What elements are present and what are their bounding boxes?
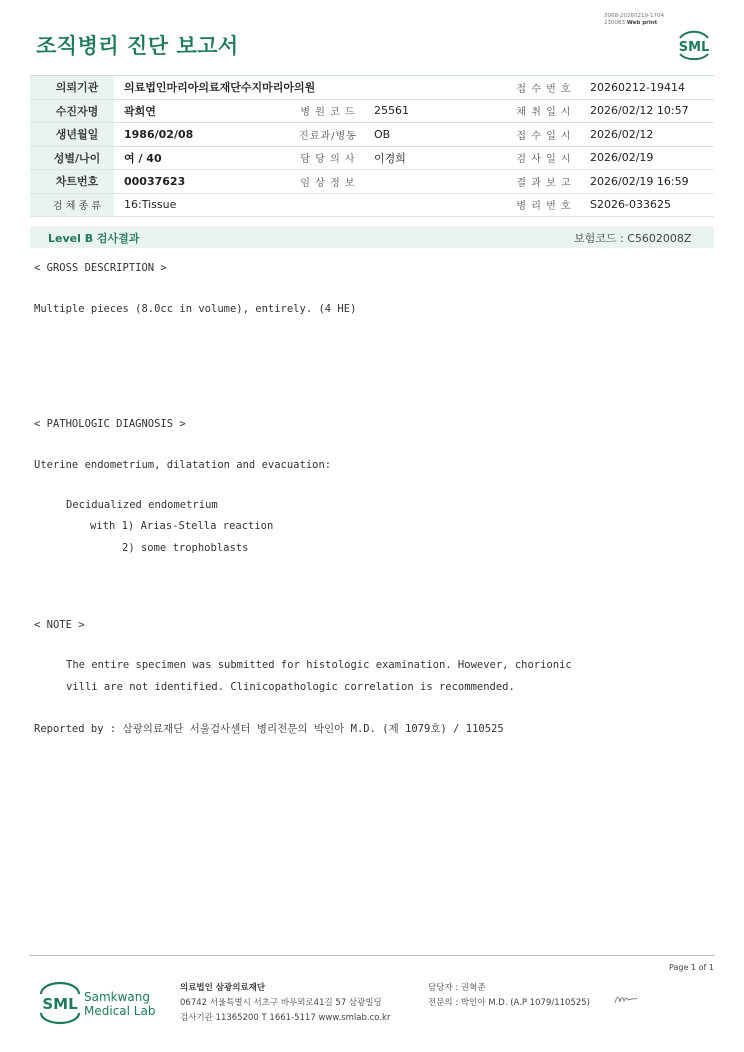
sml-logo-icon xyxy=(676,26,712,64)
value-chart-number: 00037623 xyxy=(114,170,282,194)
label-attending-doctor: 담 당 의 사 xyxy=(282,146,364,170)
value-receipt-number: 20260212-19414 xyxy=(580,76,714,100)
reported-by: Reported by : 삼광의료재단 서울검사센터 병리전문의 박인아 M.D. (제 1079호) / 110525 xyxy=(34,723,504,735)
document-id xyxy=(604,13,664,26)
doc-id-line2: 230083 Web print xyxy=(604,19,658,26)
footer-manager: 담당자 : 권혁준 xyxy=(428,983,486,993)
level-label: Level B 검사결과 xyxy=(48,232,140,245)
signature-icon xyxy=(614,993,638,1007)
value-receipt-date: 2026/02/12 xyxy=(580,123,714,147)
label-pathology-number: 병 리 번 호 xyxy=(498,193,580,217)
value-clinical-info xyxy=(364,170,498,194)
note-title: < NOTE > xyxy=(34,619,85,631)
value-collection-datetime: 2026/02/12 10:57 xyxy=(580,99,714,123)
label-specimen-type: 검 체 종 류 xyxy=(30,193,114,217)
value-exam-date: 2026/02/19 xyxy=(580,146,714,170)
info-row xyxy=(30,123,714,147)
footer-contact: 검사기관 11365200 T 1661-5117 www.smlab.co.kr xyxy=(180,1013,391,1023)
svg-text:Medical Lab: Medical Lab xyxy=(84,1004,156,1018)
info-row xyxy=(30,193,714,217)
page-number: Page 1 of 1 xyxy=(669,963,714,972)
label-receipt-date: 접 수 일 시 xyxy=(498,123,580,147)
label-requesting-institution: 의뢰기관 xyxy=(30,76,114,100)
value-attending-doctor: 이경희 xyxy=(364,146,498,170)
label-chart-number: 차트번호 xyxy=(30,170,114,194)
label-result-report: 결 과 보 고 xyxy=(498,170,580,194)
label-hospital-code: 병 원 코 드 xyxy=(282,99,364,123)
value-department: OB xyxy=(364,123,498,147)
label-receipt-number: 접 수 번 호 xyxy=(498,76,580,100)
svg-text:SML: SML xyxy=(678,40,710,55)
label-exam-date: 검 사 일 시 xyxy=(498,146,580,170)
info-row xyxy=(30,99,714,123)
report-title: 조직병리 진단 보고서 xyxy=(36,34,239,58)
gross-description-title: < GROSS DESCRIPTION > xyxy=(34,262,167,274)
gross-description-text: Multiple pieces (8.0cc in volume), entirely. (4 HE) xyxy=(34,303,357,315)
info-row xyxy=(30,170,714,194)
pathologic-diagnosis-title: < PATHOLOGIC DIAGNOSIS > xyxy=(34,418,186,430)
footer-address: 06742 서울특별시 서초구 바우뫼로41길 57 삼광빌딩 xyxy=(180,998,382,1008)
svg-text:SML: SML xyxy=(42,995,78,1013)
footer-company: 의료법인 삼광의료재단 xyxy=(180,983,266,993)
value-birth-date: 1986/02/08 xyxy=(114,123,282,147)
note-line: villi are not identified. Clinicopathologic correlation is recommended. xyxy=(66,681,515,693)
patient-info-table xyxy=(30,75,714,217)
value-hospital-code: 25561 xyxy=(364,99,498,123)
doc-id-line1: 3068-20260219-1704 xyxy=(604,13,664,19)
note-line: The entire specimen was submitted for histologic examination. However, chorionic xyxy=(66,659,572,671)
value-result-report: 2026/02/19 16:59 xyxy=(580,170,714,194)
value-requesting-institution: 의료법인마리아의료재단수지마리아의원 xyxy=(114,76,498,100)
value-pathology-number: S2026-033625 xyxy=(580,193,714,217)
label-sex-age: 성별/나이 xyxy=(30,146,114,170)
samkwang-logo-icon xyxy=(38,980,168,1026)
diagnosis-line: with 1) Arias-Stella reaction xyxy=(90,520,274,532)
label-department: 진료과/병동 xyxy=(282,123,364,147)
insurance-code: 보험코드 : C5602008Z xyxy=(574,232,692,245)
web-print-label: Web print xyxy=(626,19,658,26)
info-row xyxy=(30,76,714,100)
diagnosis-line: Uterine endometrium, dilatation and evacuation: xyxy=(34,459,332,471)
diagnosis-line: Decidualized endometrium xyxy=(66,499,218,511)
label-patient-name: 수진자명 xyxy=(30,99,114,123)
info-row xyxy=(30,146,714,170)
svg-text:Samkwang: Samkwang xyxy=(84,990,150,1004)
footer-doctor: 전문의 : 박인아 M.D. (A.P 1079/110525) xyxy=(428,998,590,1008)
footer-divider xyxy=(30,955,714,956)
value-sex-age: 여 / 40 xyxy=(114,146,282,170)
label-clinical-info: 임 상 정 보 xyxy=(282,170,364,194)
label-birth-date: 생년월일 xyxy=(30,123,114,147)
diagnosis-line: 2) some trophoblasts xyxy=(122,542,249,554)
value-patient-name: 곽희연 xyxy=(114,99,282,123)
value-specimen-type: 16:Tissue xyxy=(114,193,498,217)
label-collection-datetime: 채 취 일 시 xyxy=(498,99,580,123)
